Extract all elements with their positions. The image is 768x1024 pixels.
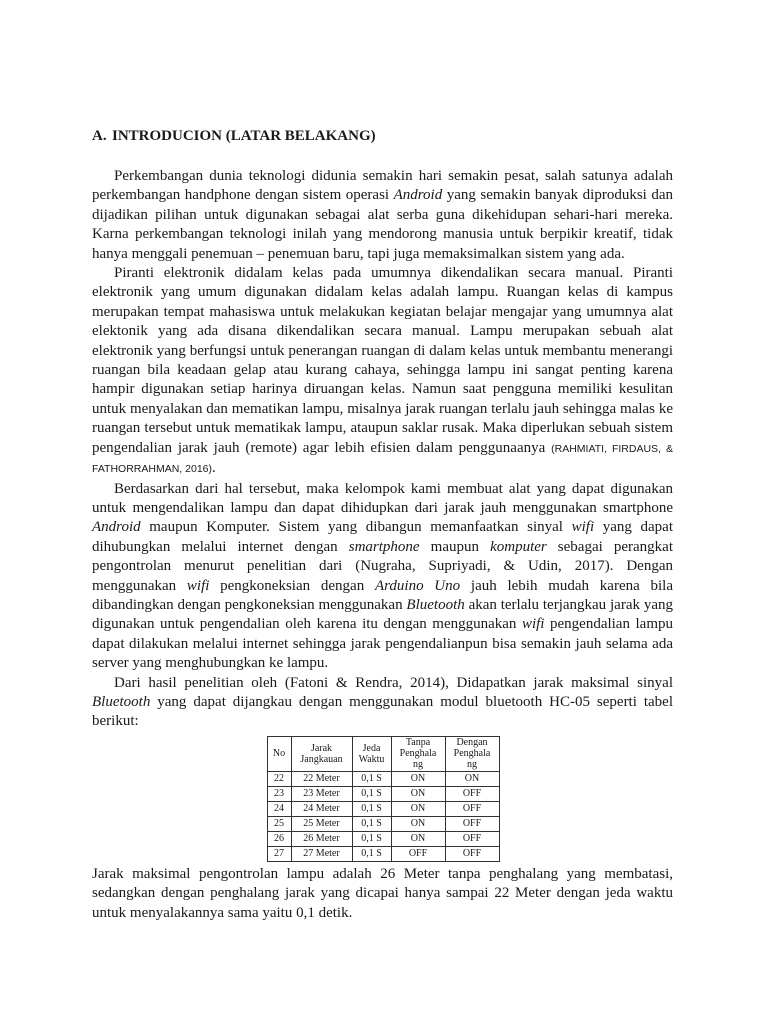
p3-italic-komputer: komputer bbox=[490, 538, 547, 555]
p1-text-1: Perkembangan dunia teknologi didunia semakin hari semakin pesat, salah satunya adalah perkembangan handphone dengan sistem operasi bbox=[92, 168, 673, 204]
cell-jeda: 0,1 S bbox=[352, 831, 391, 846]
cell-tanpa: ON bbox=[391, 786, 445, 801]
paragraph-5 bbox=[92, 865, 673, 923]
p3-italic-wifi-3: wifi bbox=[521, 616, 545, 633]
header-jarak-line-1: Jarak bbox=[310, 742, 333, 754]
table-row bbox=[267, 801, 499, 816]
table-row bbox=[267, 846, 499, 861]
table-row bbox=[267, 816, 499, 831]
header-jeda bbox=[352, 736, 391, 771]
paragraph-1 bbox=[92, 167, 673, 264]
cell-dengan: ON bbox=[445, 771, 499, 786]
header-dengan-line-1: Dengan bbox=[456, 737, 488, 749]
header-dengan bbox=[445, 736, 499, 771]
cell-no: 22 bbox=[267, 771, 291, 786]
p3-text-4: maupun bbox=[419, 538, 491, 555]
section-heading bbox=[92, 126, 673, 146]
cell-dengan: OFF bbox=[445, 801, 499, 816]
paragraph-4 bbox=[92, 674, 673, 732]
header-jarak bbox=[291, 736, 352, 771]
cell-jeda: 0,1 S bbox=[352, 786, 391, 801]
cell-no: 24 bbox=[267, 801, 291, 816]
p1-italic-android: Android bbox=[393, 187, 443, 204]
header-tanpa-line-3: ng bbox=[413, 759, 423, 771]
cell-jarak: 24 Meter bbox=[291, 801, 352, 816]
table-row bbox=[267, 771, 499, 786]
section-number: A. bbox=[92, 128, 107, 144]
cell-tanpa: ON bbox=[391, 801, 445, 816]
cell-dengan: OFF bbox=[445, 846, 499, 861]
p2-text-1: Piranti elektronik didalam kelas pada umumnya dikendalikan secara manual. Piranti elektronik yang umum digunakan didalam kelas adalah lampu. Ruangan kelas di kampus merupakan tempat mahasiswa untuk melakukan kegiatan belajar mengajar yang umumnya alat elektonik yang ada disana dikendalikan secara manual. Lampu merupakan sebuah alat elektronik yang berfungsi untuk penerangan ruangan di dalam kelas untuk membantu menerangi ruangan bila keadaan gelap atau kurang cahaya, sehingga lampu ini sangat penting karena hampir digunakan setiap harinya diruangan kelas. Namun saat pengguna memiliki kesulitan untuk menyalakan dan mematikan lampu, misalnya jarak ruangan terlalu jauh sehingga malas ke ruangan tersebut untuk mematikak lampu, ataupun saklar rusak. Maka diperlukan sebuah sistem pengendalian jarak jauh (remote) agar lebih efisien dalam penggunaanya bbox=[92, 265, 673, 456]
cell-jeda: 0,1 S bbox=[352, 816, 391, 831]
p3-text-9: pengendalian lampu dapat dilakukan melalui internet sehingga jarak pengendalianpun bisa semakin jauh selama ada server yang menghubungkan ke lampu. bbox=[92, 616, 673, 672]
p5-text-1: Jarak maksimal pengontrolan lampu adalah 26 Meter tanpa penghalang yang membatasi, sedangkan dengan penghalang jarak yang dicapai hanya sampai 22 Meter dengan jeda waktu untuk menyalakannya sama yaitu 0,1 detik. bbox=[92, 865, 673, 921]
cell-jeda: 0,1 S bbox=[352, 846, 391, 861]
header-tanpa-line-1: Tanpa bbox=[405, 737, 431, 749]
p3-text-5: sebagai perangkat pengontrolan menurut penelitian dari (Nugraha, Supriyadi, & Udin, 2017). Dengan menggunakan bbox=[92, 538, 673, 594]
cell-tanpa: ON bbox=[391, 831, 445, 846]
header-tanpa-line-2: Penghala bbox=[399, 748, 437, 760]
p3-text-1: Berdasarkan dari hal tersebut, maka kelompok kami membuat alat yang dapat digunakan untuk mengendalikan lampu dan dapat dihidupkan dari jarak jauh menggunakan smartphone bbox=[92, 480, 673, 516]
p3-italic-smartphone: smartphone bbox=[348, 538, 420, 555]
cell-jarak: 22 Meter bbox=[291, 771, 352, 786]
table-wrapper bbox=[92, 736, 673, 862]
p4-italic-bluetooth: Bluetooth bbox=[92, 693, 151, 710]
document-page bbox=[92, 126, 673, 923]
header-dengan-line-2: Penghala bbox=[453, 748, 491, 760]
cell-jarak: 23 Meter bbox=[291, 786, 352, 801]
cell-tanpa: OFF bbox=[391, 846, 445, 861]
cell-no: 25 bbox=[267, 816, 291, 831]
p3-italic-bluetooth: Bluetooth bbox=[406, 596, 465, 613]
section-title: INTRODUCION (LATAR BELAKANG) bbox=[112, 128, 376, 144]
paragraph-2 bbox=[92, 264, 673, 479]
header-jarak-line-2: Jangkauan bbox=[300, 753, 343, 765]
table-row bbox=[267, 786, 499, 801]
p3-italic-android: Android bbox=[92, 519, 141, 536]
bluetooth-range-table bbox=[267, 736, 500, 862]
p3-text-6: pengkoneksian dengan bbox=[209, 577, 375, 594]
cell-tanpa: ON bbox=[391, 816, 445, 831]
p3-text-2: maupun Komputer. Sistem yang dibangun memanfaatkan sinyal bbox=[140, 519, 572, 536]
p3-italic-wifi-2: wifi bbox=[186, 577, 210, 594]
cell-jeda: 0,1 S bbox=[352, 771, 391, 786]
header-jeda-line-1: Jeda bbox=[362, 742, 381, 754]
p3-text-7: jauh lebih mudah karena bila dibandingkan dengan pengkoneksian menggunakan bbox=[92, 577, 674, 613]
p3-italic-wifi-1: wifi bbox=[571, 519, 595, 536]
header-no-text: No bbox=[272, 748, 286, 760]
cell-dengan: OFF bbox=[445, 786, 499, 801]
cell-jarak: 26 Meter bbox=[291, 831, 352, 846]
cell-dengan: OFF bbox=[445, 831, 499, 846]
cell-dengan: OFF bbox=[445, 816, 499, 831]
table-row bbox=[267, 831, 499, 846]
p1-text-2: yang semakin banyak diproduksi dan dijadikan pilihan untuk digunakan sebagai alat serba guna dikehidupan sehari-hari mereka. Karna perkembangan teknologi inilah yang mendorong manusia untuk berpikir kreatif, tidak hanya menggali penemuan – penemuan baru, tapi juga memaksimalkan sistem yang ada. bbox=[92, 187, 673, 262]
header-jeda-line-2: Waktu bbox=[358, 753, 385, 765]
p3-italic-arduino: Arduino Uno bbox=[374, 577, 461, 594]
header-no bbox=[267, 736, 291, 771]
p3-text-8: akan terlalu terjangkau jarak yang digunakan untuk pengendalian oleh karena itu dengan menggunakan bbox=[92, 596, 673, 633]
cell-no: 26 bbox=[267, 831, 291, 846]
p2-text-2: . bbox=[212, 460, 216, 477]
cell-no: 27 bbox=[267, 846, 291, 861]
table-header-row bbox=[267, 736, 499, 771]
cell-jarak: 25 Meter bbox=[291, 816, 352, 831]
header-tanpa bbox=[391, 736, 445, 771]
cell-no: 23 bbox=[267, 786, 291, 801]
cell-jeda: 0,1 S bbox=[352, 801, 391, 816]
p3-text-3: yang dapat dihubungkan melalui internet dengan bbox=[92, 519, 674, 555]
paragraph-3 bbox=[92, 480, 673, 674]
cell-tanpa: ON bbox=[391, 771, 445, 786]
header-dengan-line-3: ng bbox=[467, 759, 477, 771]
p4-text-2: yang dapat dijangkau dengan menggunakan modul bluetooth HC-05 seperti tabel berikut: bbox=[92, 693, 673, 730]
p2-citation: (RAHMIATI, FIRDAUS, & FATHORRAHMAN, 2016) bbox=[92, 442, 673, 476]
cell-jarak: 27 Meter bbox=[291, 846, 352, 861]
p4-text-1: Dari hasil penelitian oleh (Fatoni & Rendra, 2014), Didapatkan jarak maksimal sinyal bbox=[114, 674, 673, 691]
